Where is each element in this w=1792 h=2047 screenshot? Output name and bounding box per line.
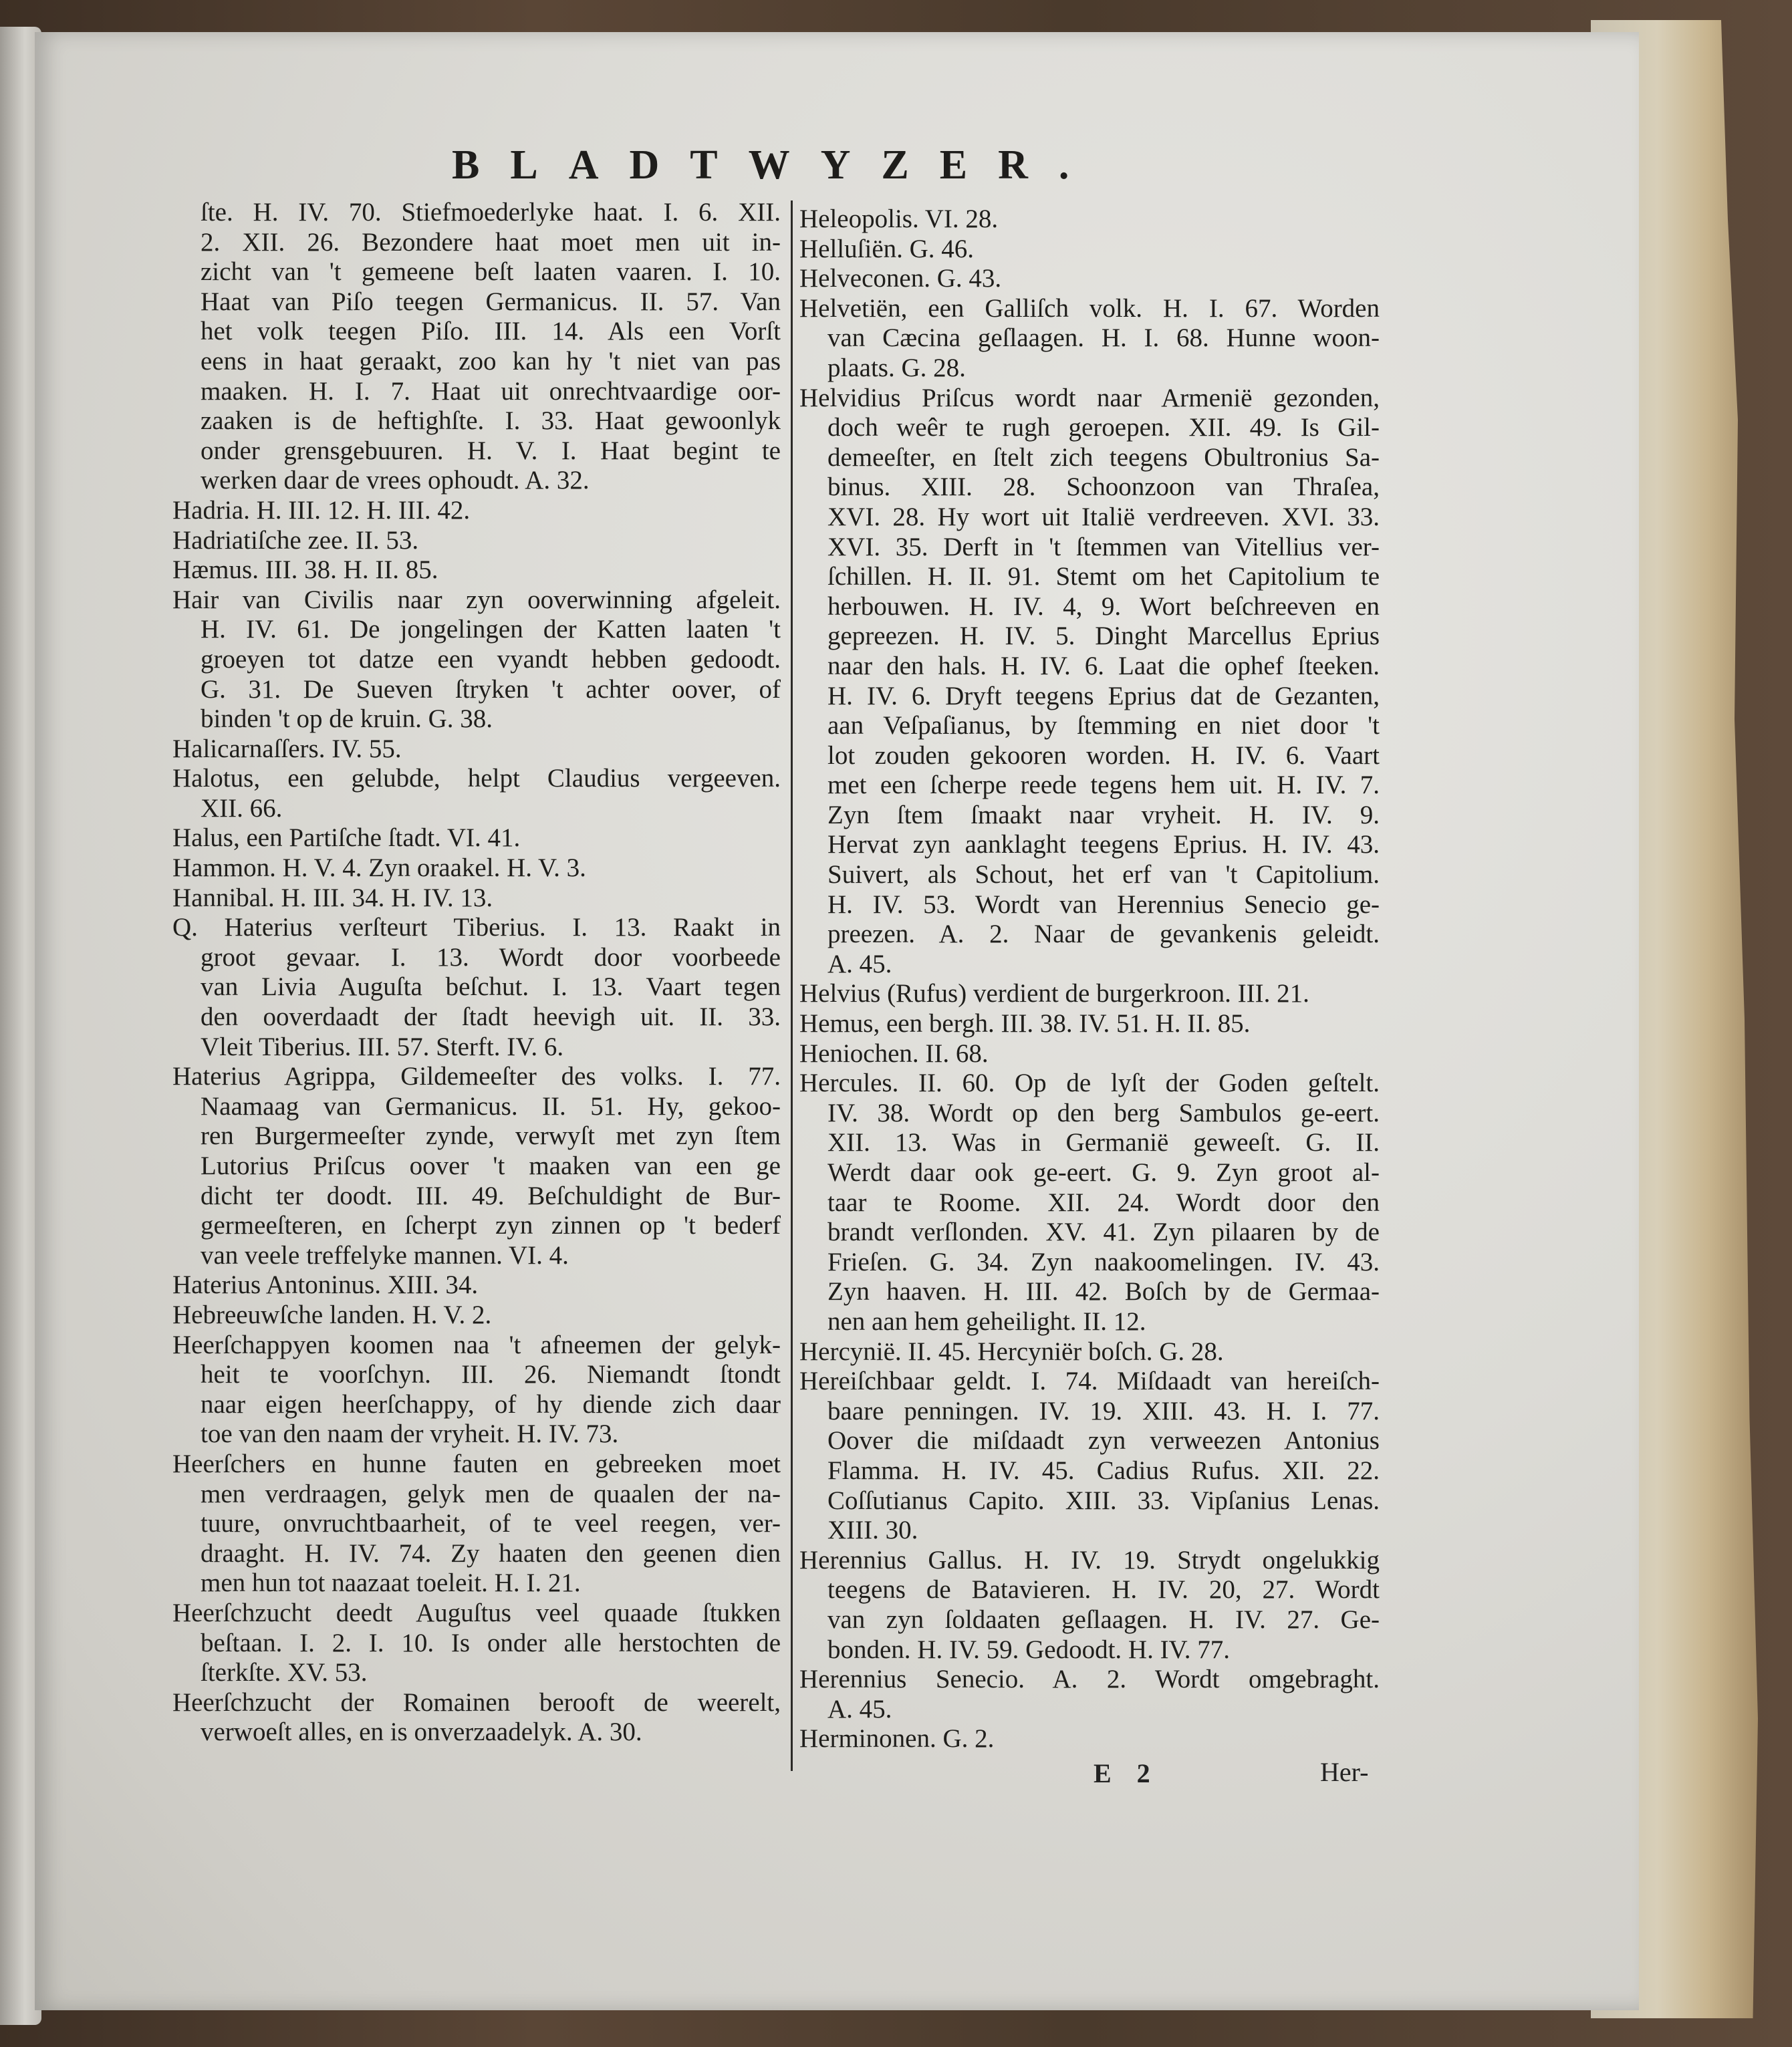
entry-headword-line: Helvius (Rufus) verdient de burgerkroon. III. 21. xyxy=(799,979,1309,1008)
column-rule xyxy=(791,200,793,1771)
entry-continuation-line: het volk teegen Piſo. III. 14. Als een Vorſt xyxy=(201,317,781,346)
index-entry xyxy=(172,1599,781,1688)
index-entry xyxy=(799,1039,1380,1069)
index-entry xyxy=(799,235,1380,265)
entry-continuation-line: binus. XIII. 28. Schoonzoon van Thraſea, xyxy=(827,472,1380,502)
entry-headword-line: Hair van Civilis naar zyn ooverwinning afgeleit. xyxy=(172,585,781,614)
entry-continuation-line: Naamaag van Germanicus. II. 51. Hy, gekoo- xyxy=(201,1091,781,1121)
index-entry xyxy=(172,198,781,496)
index-entry xyxy=(799,979,1380,1009)
index-entry xyxy=(172,1331,781,1450)
entry-continuation-line: draaght. H. IV. 74. Zy haaten den geenen dien xyxy=(201,1538,781,1568)
entry-continuation-line: van veele treffelyke mannen. VI. 4. xyxy=(201,1240,569,1270)
entry-continuation-line: naar eigen heerſchappy, of hy diende zich daar xyxy=(201,1389,781,1419)
entry-continuation-line: werken daar de vrees ophoudt. A. 32. xyxy=(201,466,590,495)
entry-headword-line: Herennius Senecio. A. 2. Wordt omgebraght. xyxy=(799,1665,1380,1694)
entry-continuation-line: groot gevaar. I. 13. Wordt door voorbeede xyxy=(201,942,781,972)
entry-continuation-line: A. 45. xyxy=(827,1694,892,1724)
entry-headword-line: Hereiſchbaar geldt. I. 74. Miſdaadt van hereiſch- xyxy=(799,1367,1380,1396)
entry-continuation-line: beſtaan. I. 2. I. 10. Is onder alle herstochten de xyxy=(201,1628,781,1657)
index-entry xyxy=(799,384,1380,980)
entry-continuation-line: demeeſter, en ſtelt zich teegens Obultronius Sa- xyxy=(827,442,1380,472)
entry-continuation-line: IV. 38. Wordt op den berg Sambulos ge-eert. xyxy=(827,1098,1380,1127)
index-entry xyxy=(172,585,781,734)
index-entry xyxy=(799,264,1380,294)
catchword: Her- xyxy=(1320,1757,1369,1787)
entry-continuation-line: groeyen tot datze een vyandt hebben gedoodt. xyxy=(201,644,781,674)
entry-continuation-line: plaats. G. 28. xyxy=(827,353,966,382)
entry-continuation-line: ſterkſte. XV. 53. xyxy=(201,1658,368,1687)
entry-headword-line: Haterius Antoninus. XIII. 34. xyxy=(172,1270,479,1300)
entry-headword-line: Heerſchzucht deedt Auguſtus veel quaade ſtukken xyxy=(172,1598,781,1627)
running-head: BLADTWYZER. xyxy=(452,142,1100,188)
index-entry xyxy=(799,1337,1380,1367)
entry-continuation-line: toe van den naam der vryheit. H. IV. 73. xyxy=(201,1419,619,1449)
entry-continuation-line: zicht van 't gemeene beſt laaten vaaren. I. 10. xyxy=(201,257,781,287)
entry-continuation-line: eens in haat geraakt, zoo kan hy 't niet van pas xyxy=(201,346,781,376)
entry-continuation-line: den ooverdaadt der ſtadt heevigh uit. II. 33. xyxy=(201,1002,781,1032)
entry-continuation-line: zaaken is de heftighſte. I. 33. Haat gewoonlyk xyxy=(201,406,781,436)
entry-headword-line: Hæmus. III. 38. H. II. 85. xyxy=(172,555,438,585)
entry-continuation-line: G. 31. De Sueven ſtryken 't achter oover, of xyxy=(201,674,781,704)
entry-continuation-line: gepreezen. H. IV. 5. Dinght Marcellus Eprius xyxy=(827,622,1380,651)
index-entry xyxy=(172,1301,781,1331)
entry-continuation-line: bonden. H. IV. 59. Gedoodt. H. IV. 77. xyxy=(827,1635,1230,1664)
entry-headword-line: Halotus, een gelubde, helpt Claudius vergeeven. xyxy=(172,764,781,793)
entry-continuation-line: H. IV. 6. Dryft teegens Eprius dat de Gezanten, xyxy=(827,681,1380,710)
entry-headword-line: Heerſchers en hunne fauten en gebreeken moet xyxy=(172,1449,781,1478)
entry-headword-line: Hercules. II. 60. Op de lyſt der Goden geſtelt. xyxy=(799,1069,1380,1098)
entry-headword-line: Helluſiën. G. 46. xyxy=(799,234,975,263)
index-entry xyxy=(799,294,1380,384)
index-entry xyxy=(172,496,781,526)
entry-continuation-line: Hervat zyn aanklaght teegens Eprius. H. IV. 43. xyxy=(827,830,1380,859)
index-entry xyxy=(172,853,781,883)
index-entry xyxy=(172,526,781,556)
entry-headword-line: Heleopolis. VI. 28. xyxy=(799,204,999,233)
index-entry xyxy=(172,823,781,853)
entry-headword-line: Herminonen. G. 2. xyxy=(799,1724,995,1754)
entry-continuation-line: 2. XII. 26. Bezondere haat moet men uit in- xyxy=(201,227,781,257)
index-entry xyxy=(799,1546,1380,1665)
index-entry xyxy=(172,764,781,823)
entry-continuation-line: brandt verſlonden. XV. 41. Zyn pilaaren by de xyxy=(827,1218,1380,1247)
index-entry xyxy=(172,1270,781,1301)
entry-headword-line: Hadriatiſche zee. II. 53. xyxy=(172,525,419,555)
entry-continuation-line: teegens de Batavieren. H. IV. 20, 27. Wordt xyxy=(827,1575,1380,1605)
entry-continuation-line: preezen. A. 2. Naar de gevankenis geleidt. xyxy=(827,920,1380,949)
entry-continuation-line: Frieſen. G. 34. Zyn naakoomelingen. IV. 43. xyxy=(827,1247,1380,1276)
entry-continuation-line: XIII. 30. xyxy=(827,1516,918,1545)
entry-continuation-line: men hun tot naazaat toeleit. H. I. 21. xyxy=(201,1568,581,1598)
index-entry xyxy=(172,1688,781,1748)
entry-continuation-line: Suivert, als Schout, het erf van 't Capitolium. xyxy=(827,860,1380,890)
entry-continuation-line: Lutorius Priſcus oover 't maaken van een ge xyxy=(201,1151,781,1180)
entry-continuation-line: Vleit Tiberius. III. 57. Sterft. IV. 6. xyxy=(201,1032,564,1061)
index-entry xyxy=(172,1450,781,1599)
entry-headword-line: Hadria. H. III. 12. H. III. 42. xyxy=(172,495,471,525)
index-entry xyxy=(172,734,781,765)
entry-continuation-line: Zyn haaven. H. III. 42. Boſch by de Germaa- xyxy=(827,1277,1380,1307)
entry-continuation-line: Flamma. H. IV. 45. Cadius Rufus. XII. 22. xyxy=(827,1456,1380,1485)
entry-continuation-line: aan Veſpaſianus, by ſtemming en niet door 't xyxy=(827,711,1380,740)
signature-mark: E 2 xyxy=(1094,1758,1160,1788)
entry-continuation-line: Haat van Piſo teegen Germanicus. II. 57. Van xyxy=(201,287,781,316)
entry-headword-line: Hebreeuwſche landen. H. V. 2. xyxy=(172,1300,492,1329)
entry-headword-line: Halus, een Partiſche ſtadt. VI. 41. xyxy=(172,823,521,853)
entry-continuation-line: ſchillen. H. II. 91. Stemt om het Capitolium te xyxy=(827,562,1380,591)
entry-continuation-line: van Cæcina geſlaagen. H. I. 68. Hunne woon- xyxy=(827,323,1380,353)
index-entry xyxy=(172,555,781,585)
entry-headword-line: Halicarnaſſers. IV. 55. xyxy=(172,734,402,763)
entry-headword-line: Helveconen. G. 43. xyxy=(799,264,1002,293)
entry-continuation-line: A. 45. xyxy=(827,949,892,978)
index-entry xyxy=(799,1009,1380,1039)
entry-continuation-line: germeeſteren, en ſcherpt zyn zinnen op 't bederf xyxy=(201,1211,781,1240)
entry-continuation-line: van zyn ſoldaaten geſlaagen. H. IV. 27. Ge- xyxy=(827,1605,1380,1634)
index-entry xyxy=(799,1069,1380,1337)
index-column-right xyxy=(799,204,1380,1754)
entry-headword-line: Hercynië. II. 45. Hercyniër boſch. G. 28. xyxy=(799,1337,1224,1366)
entry-continuation-line: binden 't op de kruin. G. 38. xyxy=(201,704,493,734)
entry-headword-line: Heerſchappyen koomen naa 't afneemen der gelyk- xyxy=(172,1330,781,1359)
entry-continuation-line: H. IV. 53. Wordt van Herennius Senecio ge- xyxy=(827,890,1380,919)
entry-continuation-line: met een ſcherpe reede tegens hem uit. H. IV. 7. xyxy=(827,771,1380,800)
entry-continuation-line: onder grensgebuuren. H. V. I. Haat begint te xyxy=(201,436,781,465)
entry-headword-line: Hemus, een bergh. III. 38. IV. 51. H. II. 85. xyxy=(799,1009,1251,1039)
entry-continuation-line: naar den hals. H. IV. 6. Laat die ophef ſteeken. xyxy=(827,651,1380,680)
index-entry xyxy=(172,883,781,914)
entry-continuation-line: herbouwen. H. IV. 4, 9. Wort beſchreeven en xyxy=(827,591,1380,621)
entry-continuation-line: men verdraagen, gelyk men de quaalen der na- xyxy=(201,1479,781,1508)
entry-continuation-line: ſte. H. IV. 70. Stiefmoederlyke haat. I. 6. XII. xyxy=(201,198,781,227)
entry-continuation-line: heit te voorſchyn. III. 26. Niemandt ſtondt xyxy=(201,1360,781,1389)
entry-headword-line: Helvidius Priſcus wordt naar Armenië gezonden, xyxy=(799,383,1380,412)
index-entry xyxy=(799,204,1380,235)
entry-continuation-line: tuure, onvruchtbaarheit, of te veel reegen, ver- xyxy=(201,1509,781,1538)
entry-continuation-line: baare penningen. IV. 19. XIII. 43. H. I. 77. xyxy=(827,1396,1380,1425)
entry-headword-line: Hammon. H. V. 4. Zyn oraakel. H. V. 3. xyxy=(172,853,586,883)
entry-continuation-line: dicht ter doodt. III. 49. Beſchuldight de Bur- xyxy=(201,1181,781,1210)
entry-continuation-line: lot zouden gekooren worden. H. IV. 6. Vaart xyxy=(827,740,1380,770)
entry-continuation-line: H. IV. 61. De jongelingen der Katten laaten 't xyxy=(201,615,781,644)
entry-continuation-line: doch weêr te rugh geroepen. XII. 49. Is Gil- xyxy=(827,413,1380,442)
index-entry xyxy=(799,1367,1380,1546)
index-column-left xyxy=(172,198,781,1748)
entry-continuation-line: Werdt daar ook ge-eert. G. 9. Zyn groot al- xyxy=(827,1158,1380,1187)
entry-headword-line: Hannibal. H. III. 34. H. IV. 13. xyxy=(172,883,493,912)
index-entry xyxy=(799,1724,1380,1754)
entry-headword-line: Helvetiën, een Galliſch volk. H. I. 67. Worden xyxy=(799,293,1380,323)
entry-headword-line: Haterius Agrippa, Gildemeeſter des volks. I. 77. xyxy=(172,1062,781,1091)
entry-continuation-line: XII. 66. xyxy=(201,793,283,823)
entry-continuation-line: ren Burgermeeſter zynde, verwyſt met zyn ſtem xyxy=(201,1121,781,1151)
index-entry xyxy=(799,1665,1380,1724)
entry-continuation-line: XVI. 28. Hy wort uit Italië verdreeven. XVI. 33. xyxy=(827,502,1380,531)
entry-continuation-line: XII. 13. Was in Germanië geweeſt. G. II. xyxy=(827,1128,1380,1157)
entry-continuation-line: van Livia Auguſta beſchut. I. 13. Vaart tegen xyxy=(201,972,781,1002)
entry-continuation-line: Coſſutianus Capito. XIII. 33. Vipſanius Lenas. xyxy=(827,1486,1380,1515)
index-entry xyxy=(172,913,781,1062)
entry-continuation-line: Oover die miſdaadt zyn verweezen Antonius xyxy=(827,1426,1380,1456)
entry-continuation-line: taar te Roome. XII. 24. Wordt door den xyxy=(827,1188,1380,1217)
index-entry xyxy=(172,1062,781,1270)
entry-continuation-line: maaken. H. I. 7. Haat uit onrechtvaardige oor- xyxy=(201,376,781,406)
entry-headword-line: Heerſchzucht der Romainen berooft de weerelt, xyxy=(172,1687,781,1717)
entry-continuation-line: XVI. 35. Derft in 't ſtemmen van Vitellius ver- xyxy=(827,532,1380,561)
entry-continuation-line: verwoeſt alles, en is onverzaadelyk. A. 30. xyxy=(201,1718,642,1747)
entry-headword-line: Q. Haterius verſteurt Tiberius. I. 13. Raakt in xyxy=(172,913,781,942)
entry-continuation-line: nen aan hem geheilight. II. 12. xyxy=(827,1307,1146,1336)
entry-headword-line: Heniochen. II. 68. xyxy=(799,1039,989,1068)
entry-headword-line: Herennius Gallus. H. IV. 19. Strydt ongelukkig xyxy=(799,1545,1380,1575)
entry-continuation-line: Zyn ſtem ſmaakt naar vryheit. H. IV. 9. xyxy=(827,800,1380,829)
